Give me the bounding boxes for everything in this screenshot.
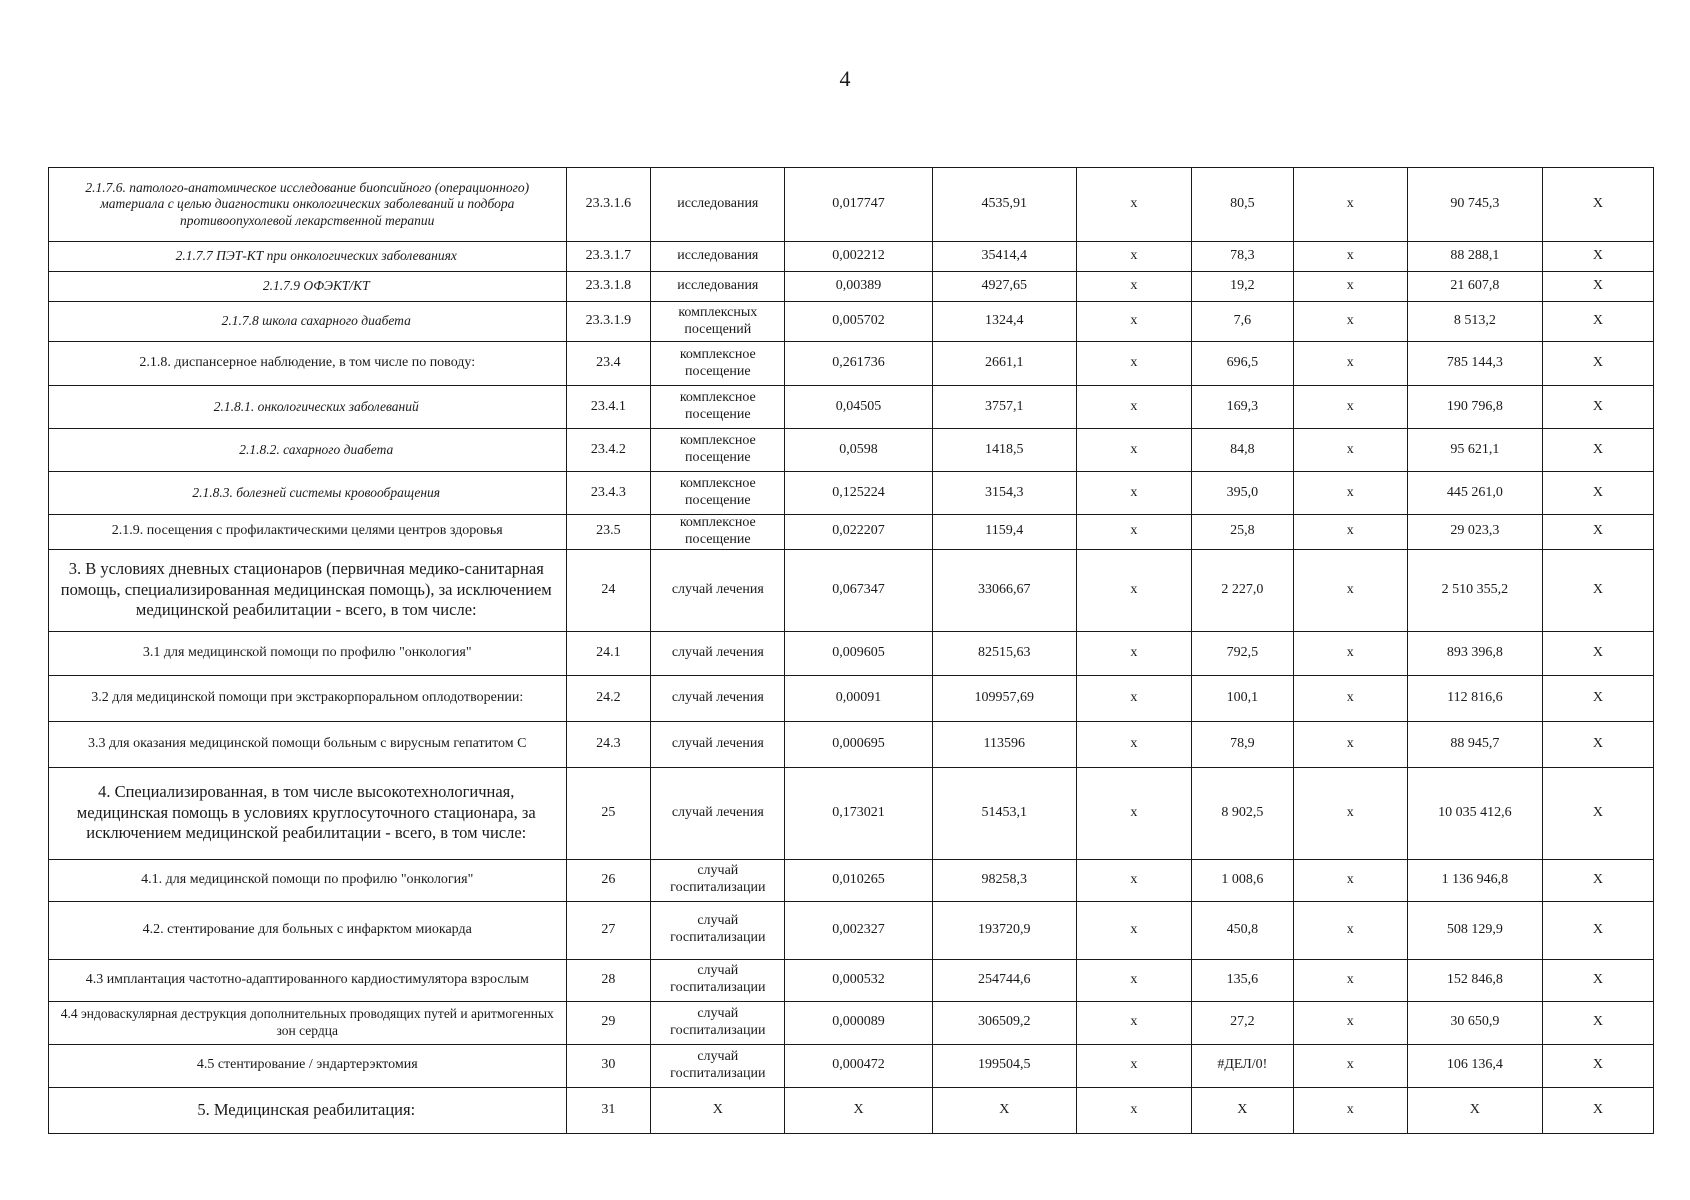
row-col10: X xyxy=(1542,242,1653,272)
row-volume: 0,002327 xyxy=(785,901,932,959)
row-unit: комплексное посещение xyxy=(651,429,785,472)
row-col9: 106 136,4 xyxy=(1407,1044,1542,1087)
row-unit: случай лечения xyxy=(651,675,785,721)
table-row xyxy=(49,1087,1654,1133)
row-col9: 508 129,9 xyxy=(1407,901,1542,959)
row-col9: 2 510 355,2 xyxy=(1407,549,1542,631)
row-unit: случай лечения xyxy=(651,721,785,767)
row-cost: 4535,91 xyxy=(932,168,1076,242)
row-col10: X xyxy=(1542,901,1653,959)
row-col8: x xyxy=(1293,386,1407,429)
row-name: 2.1.7.9 ОФЭКТ/КТ xyxy=(49,272,567,302)
row-code: 23.3.1.9 xyxy=(566,302,651,342)
row-col8: x xyxy=(1293,472,1407,515)
row-code: 26 xyxy=(566,859,651,901)
row-cost: 82515,63 xyxy=(932,631,1076,675)
row-col8: x xyxy=(1293,901,1407,959)
row-col10: X xyxy=(1542,168,1653,242)
row-code: 23.4.2 xyxy=(566,429,651,472)
row-col9: 88 945,7 xyxy=(1407,721,1542,767)
row-col7: 84,8 xyxy=(1191,429,1293,472)
table-row xyxy=(49,721,1654,767)
row-col6: x xyxy=(1076,386,1191,429)
row-col7: 80,5 xyxy=(1191,168,1293,242)
table-row xyxy=(49,549,1654,631)
table-row xyxy=(49,342,1654,386)
row-volume: 0,000089 xyxy=(785,1001,932,1044)
row-volume: 0,125224 xyxy=(785,472,932,515)
row-unit: комплексное посещение xyxy=(651,342,785,386)
row-code: 24 xyxy=(566,549,651,631)
row-unit: исследования xyxy=(651,242,785,272)
row-col9: 95 621,1 xyxy=(1407,429,1542,472)
row-col7: 100,1 xyxy=(1191,675,1293,721)
row-volume: 0,00091 xyxy=(785,675,932,721)
row-col9: 785 144,3 xyxy=(1407,342,1542,386)
row-volume: 0,261736 xyxy=(785,342,932,386)
row-col8: x xyxy=(1293,515,1407,550)
row-col10: X xyxy=(1542,342,1653,386)
row-unit: исследования xyxy=(651,272,785,302)
row-col6: x xyxy=(1076,272,1191,302)
table-row xyxy=(49,631,1654,675)
table-row xyxy=(49,767,1654,859)
row-col10: X xyxy=(1542,1044,1653,1087)
row-col6: x xyxy=(1076,675,1191,721)
row-unit: случай госпитализации xyxy=(651,959,785,1001)
row-code: 23.4.1 xyxy=(566,386,651,429)
row-volume: 0,00389 xyxy=(785,272,932,302)
row-col8: x xyxy=(1293,272,1407,302)
row-name: 2.1.7.8 школа сахарного диабета xyxy=(49,302,567,342)
row-name: 4.4 эндоваскулярная деструкция дополнительных проводящих путей и аритмогенных зон сердца xyxy=(49,1001,567,1044)
row-name: 4.3 имплантация частотно-адаптированного кардиостимулятора взрослым xyxy=(49,959,567,1001)
row-name: 3.2 для медицинской помощи при экстракорпоральном оплодотворении: xyxy=(49,675,567,721)
row-cost: 51453,1 xyxy=(932,767,1076,859)
row-col7: 27,2 xyxy=(1191,1001,1293,1044)
row-name: 4. Специализированная, в том числе высокотехнологичная, медицинская помощь в условиях круглосуточного стационара, за исключением медицинской реабилитации - всего, в том числе: xyxy=(49,767,567,859)
row-col6: x xyxy=(1076,242,1191,272)
row-col7: 1 008,6 xyxy=(1191,859,1293,901)
row-unit: комплексных посещений xyxy=(651,302,785,342)
row-code: 30 xyxy=(566,1044,651,1087)
table-row xyxy=(49,472,1654,515)
row-code: 25 xyxy=(566,767,651,859)
row-volume: X xyxy=(785,1087,932,1133)
row-code: 24.3 xyxy=(566,721,651,767)
row-col7: 395,0 xyxy=(1191,472,1293,515)
row-volume: 0,017747 xyxy=(785,168,932,242)
row-col9: 10 035 412,6 xyxy=(1407,767,1542,859)
row-code: 24.1 xyxy=(566,631,651,675)
row-cost: 1418,5 xyxy=(932,429,1076,472)
row-cost: 4927,65 xyxy=(932,272,1076,302)
row-col6: x xyxy=(1076,429,1191,472)
row-col8: x xyxy=(1293,675,1407,721)
row-col9: 893 396,8 xyxy=(1407,631,1542,675)
row-cost: 113596 xyxy=(932,721,1076,767)
row-cost: 199504,5 xyxy=(932,1044,1076,1087)
row-col8: x xyxy=(1293,859,1407,901)
row-cost: 306509,2 xyxy=(932,1001,1076,1044)
row-code: 23.4 xyxy=(566,342,651,386)
row-col7: #ДЕЛ/0! xyxy=(1191,1044,1293,1087)
row-volume: 0,173021 xyxy=(785,767,932,859)
row-volume: 0,022207 xyxy=(785,515,932,550)
row-col10: X xyxy=(1542,472,1653,515)
row-col9: 112 816,6 xyxy=(1407,675,1542,721)
table-row xyxy=(49,1044,1654,1087)
row-cost: 193720,9 xyxy=(932,901,1076,959)
row-name: 3.1 для медицинской помощи по профилю "онкология" xyxy=(49,631,567,675)
row-col6: x xyxy=(1076,549,1191,631)
row-volume: 0,002212 xyxy=(785,242,932,272)
row-unit: комплексное посещение xyxy=(651,386,785,429)
row-col7: X xyxy=(1191,1087,1293,1133)
row-col6: x xyxy=(1076,472,1191,515)
row-volume: 0,010265 xyxy=(785,859,932,901)
table-row xyxy=(49,386,1654,429)
row-volume: 0,0598 xyxy=(785,429,932,472)
row-unit: X xyxy=(651,1087,785,1133)
table-row xyxy=(49,901,1654,959)
row-col7: 792,5 xyxy=(1191,631,1293,675)
row-col8: x xyxy=(1293,959,1407,1001)
row-col6: x xyxy=(1076,1044,1191,1087)
table-row xyxy=(49,675,1654,721)
row-code: 27 xyxy=(566,901,651,959)
row-col7: 450,8 xyxy=(1191,901,1293,959)
row-code: 24.2 xyxy=(566,675,651,721)
row-volume: 0,000532 xyxy=(785,959,932,1001)
row-col6: x xyxy=(1076,959,1191,1001)
row-cost: 1324,4 xyxy=(932,302,1076,342)
row-col9: 8 513,2 xyxy=(1407,302,1542,342)
row-col10: X xyxy=(1542,631,1653,675)
row-cost: 109957,69 xyxy=(932,675,1076,721)
row-col6: x xyxy=(1076,1001,1191,1044)
row-code: 28 xyxy=(566,959,651,1001)
row-col7: 7,6 xyxy=(1191,302,1293,342)
tariff-table xyxy=(48,167,1654,1134)
row-name: 2.1.8.1. онкологических заболеваний xyxy=(49,386,567,429)
row-col10: X xyxy=(1542,721,1653,767)
row-col10: X xyxy=(1542,386,1653,429)
row-code: 23.3.1.8 xyxy=(566,272,651,302)
table-row xyxy=(49,168,1654,242)
row-col8: x xyxy=(1293,767,1407,859)
row-col6: x xyxy=(1076,1087,1191,1133)
row-col8: x xyxy=(1293,242,1407,272)
row-col6: x xyxy=(1076,767,1191,859)
row-name: 4.5 стентирование / эндартерэктомия xyxy=(49,1044,567,1087)
row-col9: 445 261,0 xyxy=(1407,472,1542,515)
row-cost: 1159,4 xyxy=(932,515,1076,550)
row-unit: случай лечения xyxy=(651,631,785,675)
row-cost: X xyxy=(932,1087,1076,1133)
row-unit: случай госпитализации xyxy=(651,1044,785,1087)
row-col8: x xyxy=(1293,631,1407,675)
row-name: 3. В условиях дневных стационаров (первичная медико-санитарная помощь, специализированная медицинская помощь), за исключением медицинской реабилитации - всего, в том числе: xyxy=(49,549,567,631)
row-unit: случай лечения xyxy=(651,549,785,631)
row-code: 23.4.3 xyxy=(566,472,651,515)
row-code: 23.3.1.7 xyxy=(566,242,651,272)
row-col10: X xyxy=(1542,549,1653,631)
row-col6: x xyxy=(1076,168,1191,242)
row-volume: 0,000695 xyxy=(785,721,932,767)
row-volume: 0,005702 xyxy=(785,302,932,342)
row-col10: X xyxy=(1542,302,1653,342)
row-col9: X xyxy=(1407,1087,1542,1133)
row-col9: 152 846,8 xyxy=(1407,959,1542,1001)
row-col10: X xyxy=(1542,959,1653,1001)
row-col9: 21 607,8 xyxy=(1407,272,1542,302)
table-row xyxy=(49,1001,1654,1044)
row-col7: 19,2 xyxy=(1191,272,1293,302)
row-cost: 33066,67 xyxy=(932,549,1076,631)
row-col9: 190 796,8 xyxy=(1407,386,1542,429)
row-cost: 254744,6 xyxy=(932,959,1076,1001)
row-col8: x xyxy=(1293,342,1407,386)
row-name: 2.1.7.6. патолого-анатомическое исследование биопсийного (операционного) материала с целью диагностики онкологических заболеваний и подбора противоопухолевой лекарственной терапии xyxy=(49,168,567,242)
row-col7: 696,5 xyxy=(1191,342,1293,386)
row-name: 3.3 для оказания медицинской помощи больным с вирусным гепатитом С xyxy=(49,721,567,767)
table-row xyxy=(49,272,1654,302)
row-col9: 90 745,3 xyxy=(1407,168,1542,242)
row-col7: 2 227,0 xyxy=(1191,549,1293,631)
row-name: 2.1.8.2. сахарного диабета xyxy=(49,429,567,472)
row-col8: x xyxy=(1293,549,1407,631)
page-number: 4 xyxy=(839,66,851,91)
row-col9: 29 023,3 xyxy=(1407,515,1542,550)
row-col6: x xyxy=(1076,302,1191,342)
row-col7: 25,8 xyxy=(1191,515,1293,550)
row-col9: 1 136 946,8 xyxy=(1407,859,1542,901)
table-row xyxy=(49,302,1654,342)
row-col6: x xyxy=(1076,631,1191,675)
row-col6: x xyxy=(1076,721,1191,767)
row-col6: x xyxy=(1076,342,1191,386)
table-row xyxy=(49,515,1654,550)
row-col10: X xyxy=(1542,515,1653,550)
row-col7: 78,9 xyxy=(1191,721,1293,767)
row-col8: x xyxy=(1293,1001,1407,1044)
row-name: 5. Медицинская реабилитация: xyxy=(49,1087,567,1133)
row-name: 4.1. для медицинской помощи по профилю "онкология" xyxy=(49,859,567,901)
row-unit: случай госпитализации xyxy=(651,859,785,901)
row-col6: x xyxy=(1076,901,1191,959)
row-col8: x xyxy=(1293,302,1407,342)
row-volume: 0,04505 xyxy=(785,386,932,429)
row-col8: x xyxy=(1293,429,1407,472)
row-unit: случай лечения xyxy=(651,767,785,859)
row-code: 31 xyxy=(566,1087,651,1133)
row-col8: x xyxy=(1293,168,1407,242)
row-col10: X xyxy=(1542,675,1653,721)
row-volume: 0,000472 xyxy=(785,1044,932,1087)
row-col10: X xyxy=(1542,429,1653,472)
row-unit: комплексное посещение xyxy=(651,472,785,515)
row-col10: X xyxy=(1542,859,1653,901)
table-row xyxy=(49,959,1654,1001)
row-volume: 0,009605 xyxy=(785,631,932,675)
row-unit: комплексное посещение xyxy=(651,515,785,550)
row-col9: 30 650,9 xyxy=(1407,1001,1542,1044)
row-col8: x xyxy=(1293,721,1407,767)
row-name: 2.1.8.3. болезней системы кровообращения xyxy=(49,472,567,515)
row-name: 2.1.9. посещения с профилактическими целями центров здоровья xyxy=(49,515,567,550)
row-name: 2.1.7.7 ПЭТ-КТ при онкологических заболеваниях xyxy=(49,242,567,272)
row-name: 4.2. стентирование для больных с инфарктом миокарда xyxy=(49,901,567,959)
table-row xyxy=(49,859,1654,901)
row-col7: 135,6 xyxy=(1191,959,1293,1001)
row-col6: x xyxy=(1076,859,1191,901)
row-code: 23.5 xyxy=(566,515,651,550)
row-unit: исследования xyxy=(651,168,785,242)
row-cost: 2661,1 xyxy=(932,342,1076,386)
row-code: 23.3.1.6 xyxy=(566,168,651,242)
row-col9: 88 288,1 xyxy=(1407,242,1542,272)
table-row xyxy=(49,429,1654,472)
row-col7: 78,3 xyxy=(1191,242,1293,272)
row-cost: 3154,3 xyxy=(932,472,1076,515)
row-col10: X xyxy=(1542,1001,1653,1044)
row-code: 29 xyxy=(566,1001,651,1044)
row-unit: случай госпитализации xyxy=(651,1001,785,1044)
row-col8: x xyxy=(1293,1087,1407,1133)
row-col7: 8 902,5 xyxy=(1191,767,1293,859)
table-row xyxy=(49,242,1654,272)
row-col10: X xyxy=(1542,272,1653,302)
row-col7: 169,3 xyxy=(1191,386,1293,429)
row-cost: 3757,1 xyxy=(932,386,1076,429)
row-col6: x xyxy=(1076,515,1191,550)
row-col8: x xyxy=(1293,1044,1407,1087)
row-col10: X xyxy=(1542,767,1653,859)
row-volume: 0,067347 xyxy=(785,549,932,631)
row-col10: X xyxy=(1542,1087,1653,1133)
row-cost: 98258,3 xyxy=(932,859,1076,901)
row-cost: 35414,4 xyxy=(932,242,1076,272)
row-name: 2.1.8. диспансерное наблюдение, в том числе по поводу: xyxy=(49,342,567,386)
row-unit: случай госпитализации xyxy=(651,901,785,959)
